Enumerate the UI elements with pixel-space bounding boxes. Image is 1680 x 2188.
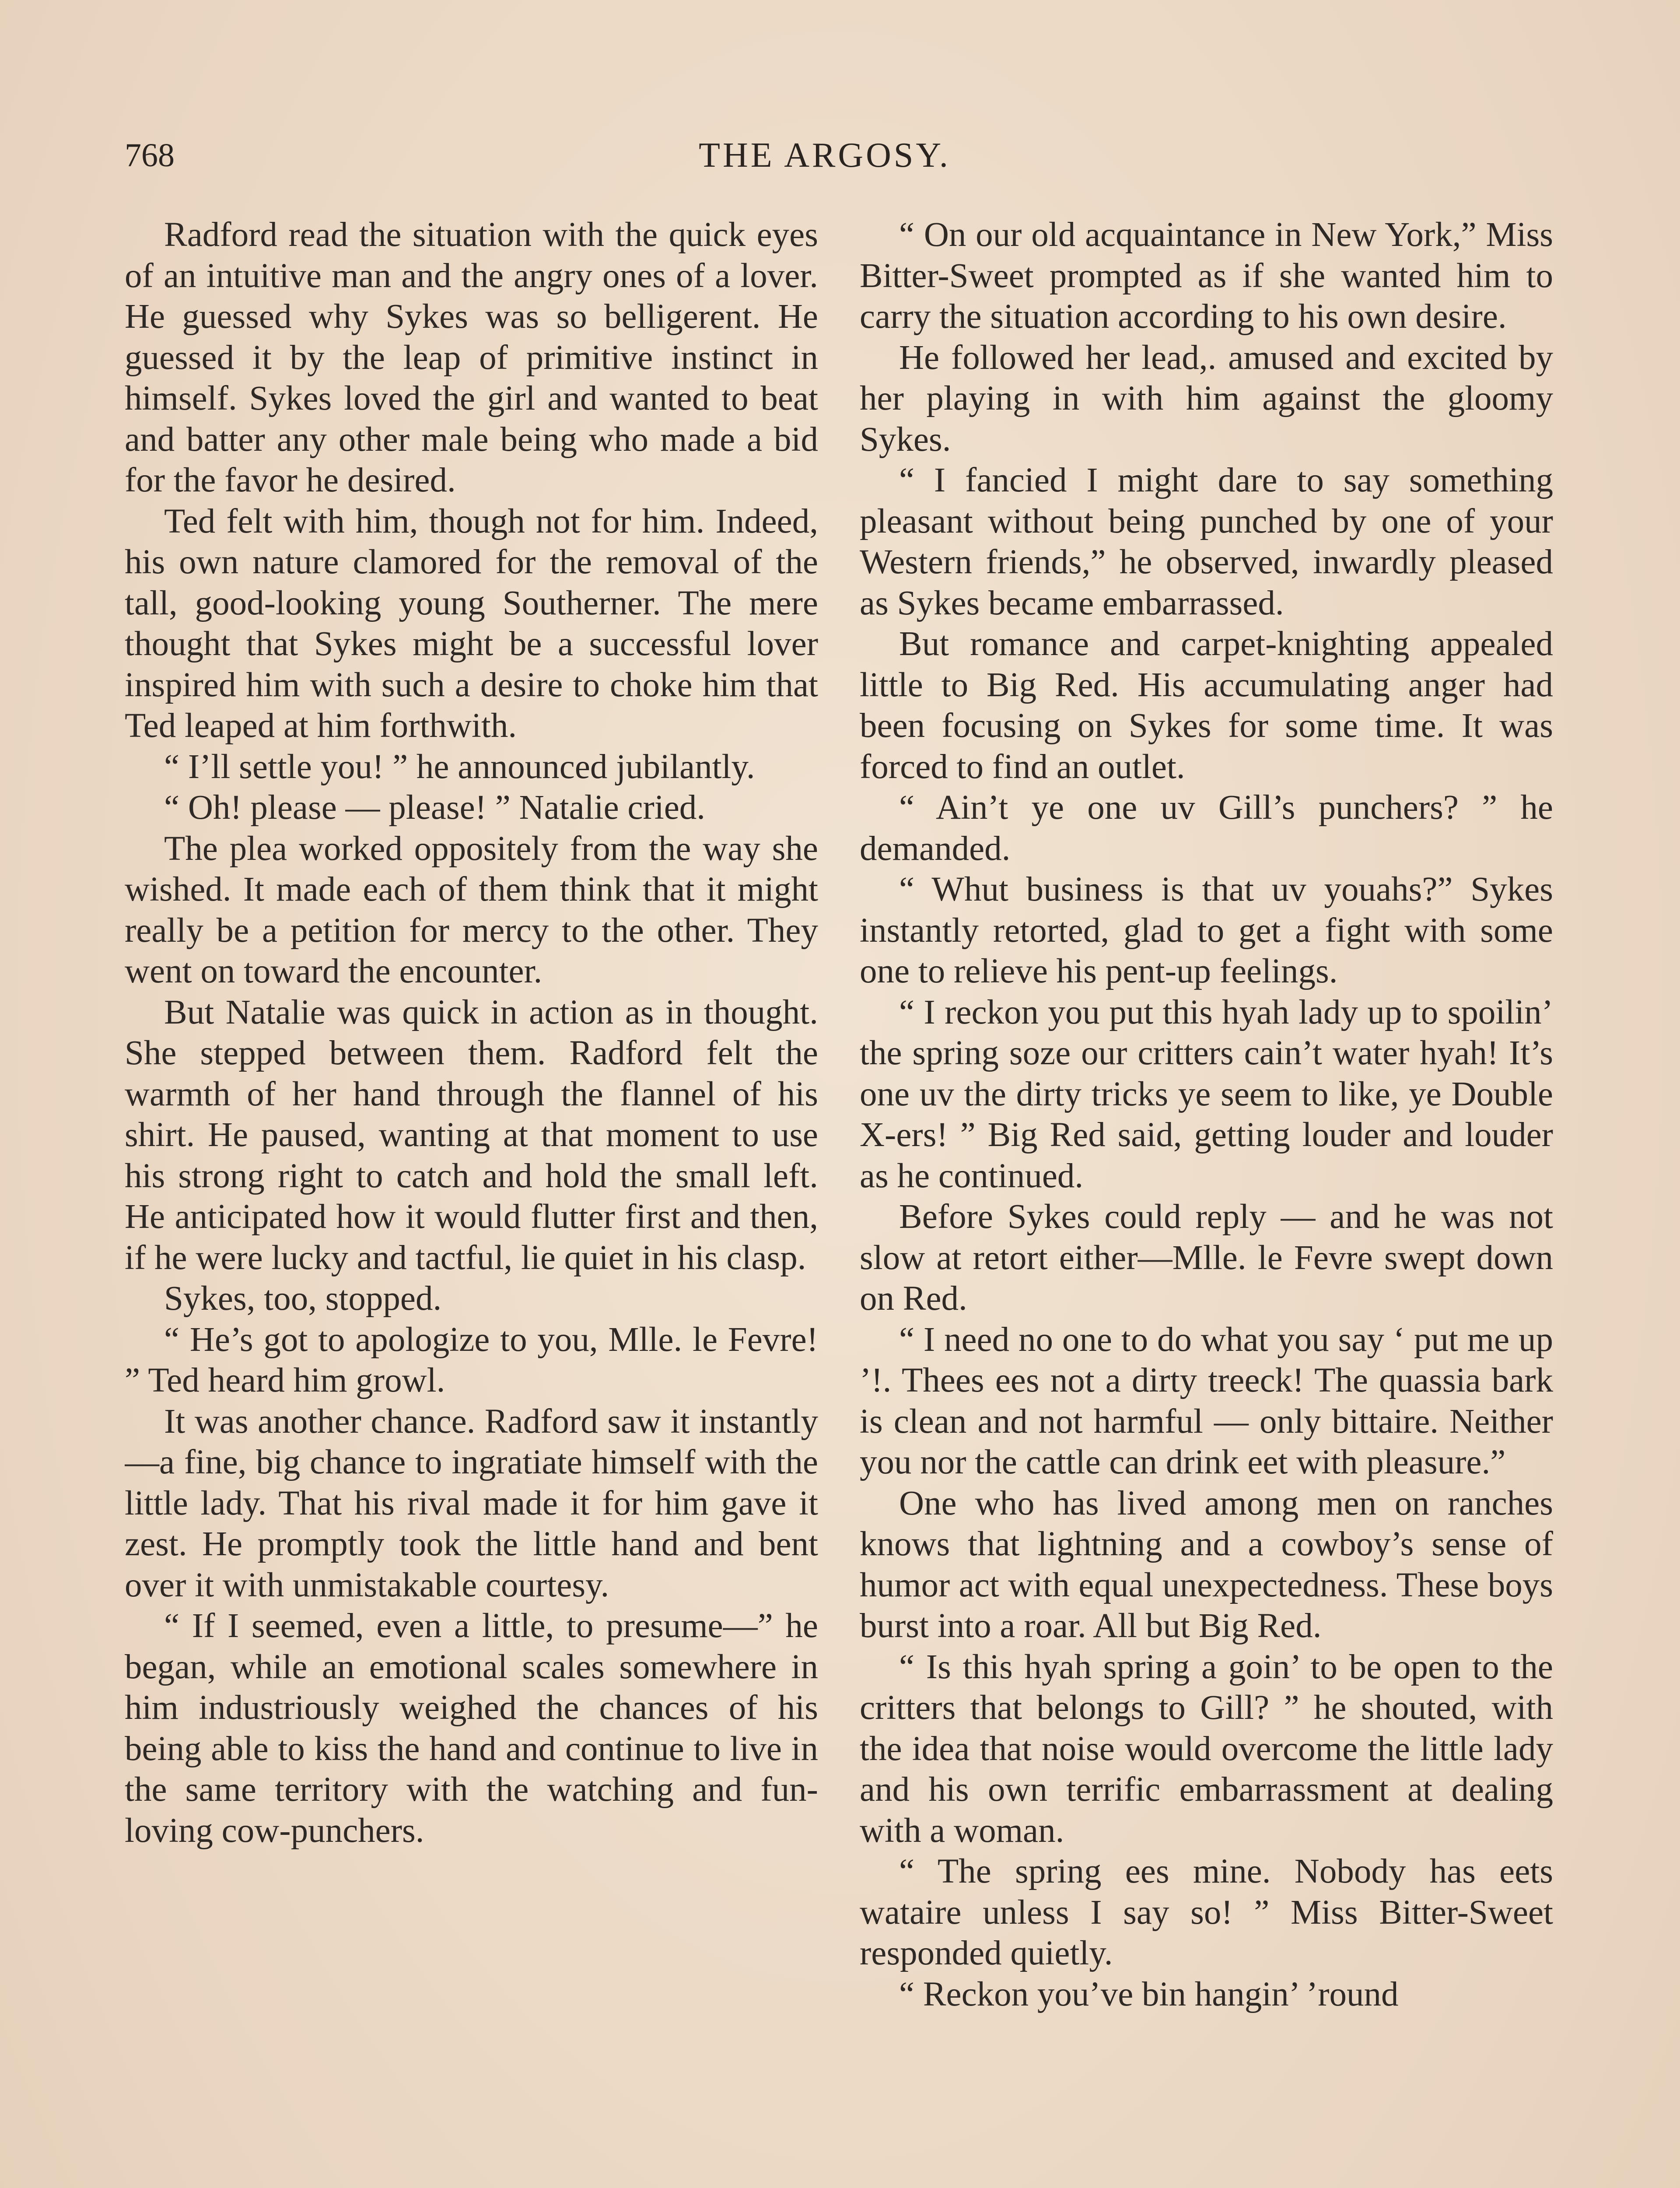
paragraph: “ If I seemed, even a little, to presume—” he began, while an emotional scales somewhere in him industriously weighed the chances of his being able to kiss the hand and continue to live in the same territory with the watching and fun-loving cow-punchers. xyxy=(125,1607,818,1850)
right-column xyxy=(860,214,1553,2188)
paragraph: “ Oh! please — please! ” Natalie cried. xyxy=(164,789,706,827)
paragraph: Sykes, too, stopped. xyxy=(164,1280,442,1318)
paragraph: “ Ain’t ye one uv Gill’s punchers? ” he demanded. xyxy=(860,789,1553,868)
paragraph: Ted felt with him, though not for him. Indeed, his own nature clamored for the removal of the tall, good-looking young Southerner. The mere thought that Sykes might be a successful lover inspired him with such a desire to choke him that Ted leaped at him forthwith. xyxy=(125,502,818,745)
left-column xyxy=(125,214,818,2188)
paragraph: “ On our old acquaintance in New York,” Miss Bitter-Sweet prompted as if she wanted him to carry the situation according to his own desire. xyxy=(860,216,1553,336)
paragraph: One who has lived among men on ranches knows that lightning and a cowboy’s sense of humor act with equal unexpectedness. These boys burst into a roar. All but Big Red. xyxy=(860,1484,1553,1645)
paragraph: “ I need no one to do what you say ‘ put me up ’!. Thees ees not a dirty treeck! The quassia bark is clean and not harmful — only bittaire. Neither you nor the cattle can drink eet with pleasure.” xyxy=(860,1320,1553,1481)
paragraph: It was another chance. Radford saw it instantly—a fine, big chance to ingratiate himself with the little lady. That his rival made it for him gave it zest. He promptly took the little hand and bent over it with unmistakable courtesy. xyxy=(125,1402,818,1604)
running-head: THE ARGOSY. xyxy=(699,136,951,175)
page-number: 768 xyxy=(125,137,175,174)
paragraph: But romance and carpet-knighting appealed little to Big Red. His accumulating anger had been focusing on Sykes for some time. It was forced to find an outlet. xyxy=(860,625,1553,786)
paragraph: “ Is this hyah spring a goin’ to be open to the critters that belongs to Gill? ” he shouted, with the idea that noise would overcome the little lady and his own terrific embarrassment at dealing with a woman. xyxy=(860,1648,1553,1850)
paragraph: “ The spring ees mine. Nobody has eets wataire unless I say so! ” Miss Bitter-Sweet responded quietly. xyxy=(860,1852,1553,1972)
paragraph: “ I fancied I might dare to say something pleasant without being punched by one of your Western friends,” he observed, inwardly pleased as Sykes became embarrassed. xyxy=(860,461,1553,622)
page-header xyxy=(125,131,1525,179)
paragraph: “ He’s got to apologize to you, Mlle. le Fevre! ” Ted heard him growl. xyxy=(125,1320,818,1399)
paragraph: The plea worked oppositely from the way she wished. It made each of them think that it might really be a petition for mercy to the other. They went on toward the encounter. xyxy=(125,829,818,990)
paragraph: Before Sykes could reply — and he was not slow at retort either—Mlle. le Fevre swept down on Red. xyxy=(860,1198,1553,1318)
paragraph: “ I reckon you put this hyah lady up to spoilin’ the spring soze our critters cain’t water hyah! It’s one uv the dirty tricks ye seem to like, ye Double X-ers! ” Big Red said, getting louder and louder as he continued. xyxy=(860,993,1553,1195)
paragraph: But Natalie was quick in action as in thought. She stepped between them. Radford felt the warmth of her hand through the flannel of his shirt. He paused, wanting at that moment to use his strong right to catch and hold the small left. He anticipated how it would flutter first and then, if he were lucky and tactful, lie quiet in his clasp. xyxy=(125,993,818,1277)
paragraph: “ Reckon you’ve bin hangin’ ’round xyxy=(899,1975,1399,2013)
paragraph: “ I’ll settle you! ” he announced jubilantly. xyxy=(164,747,755,786)
paragraph: Radford read the situation with the quick eyes of an intuitive man and the angry ones of a lover. He guessed why Sykes was so belligerent. He guessed it by the leap of primitive instinct in himself. Sykes loved the girl and wanted to beat and batter any other male being who made a bid for the favor he desired. xyxy=(125,216,818,499)
paragraph: He followed her lead,. amused and excited by her playing in with him against the gloomy Sykes. xyxy=(860,338,1553,459)
paragraph: “ Whut business is that uv youahs?” Sykes instantly retorted, glad to get a fight with some one to relieve his pent-up feelings. xyxy=(860,870,1553,990)
